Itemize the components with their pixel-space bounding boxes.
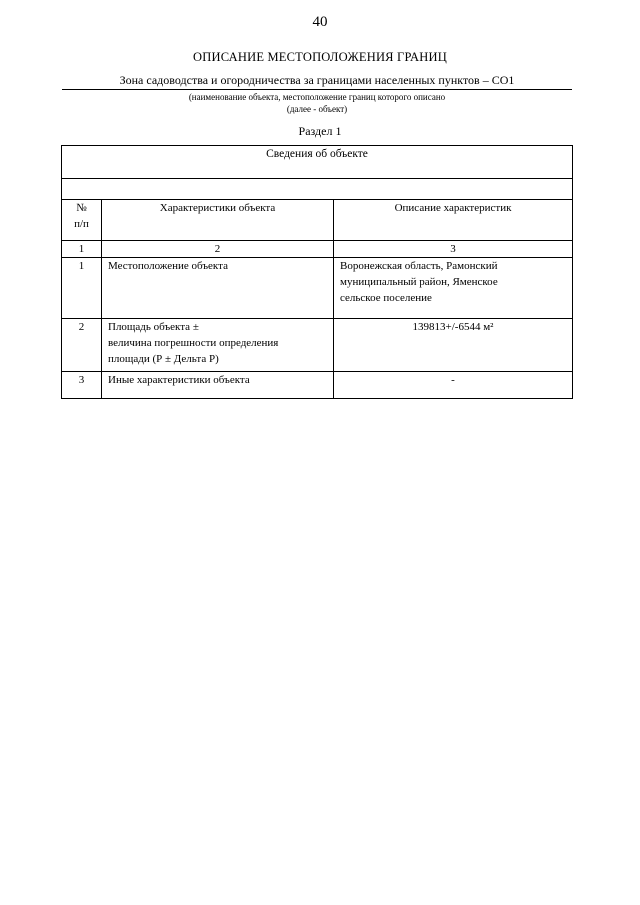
cell-line: Воронежская область, Рамонский (340, 260, 498, 272)
column-header-number-abbr: п/п (74, 218, 89, 230)
column-number: 3 (334, 241, 573, 258)
object-info-table (61, 145, 573, 399)
document-title: ОПИСАНИЕ МЕСТОПОЛОЖЕНИЯ ГРАНИЦ (193, 50, 447, 64)
row-characteristic (102, 319, 334, 372)
row-number: 2 (62, 319, 102, 372)
column-number: 2 (102, 241, 334, 258)
object-name: Зона садоводства и огородничества за границами населенных пунктов – СО1 (119, 73, 515, 87)
object-name-underline (62, 89, 572, 90)
object-name-caption-continued: (далее - объект) (286, 104, 348, 114)
cell-line: величина погрешности определения (108, 337, 279, 349)
table-header: Сведения об объекте (62, 146, 573, 179)
column-header-description: Описание характеристик (334, 200, 573, 241)
cell-line: сельское поселение (340, 292, 432, 304)
table-row (62, 372, 573, 399)
column-number: 1 (62, 241, 102, 258)
column-header-characteristic: Характеристики объекта (102, 200, 334, 241)
row-description (334, 258, 573, 319)
row-description (334, 319, 573, 372)
cell-line: Местоположение объекта (108, 260, 228, 272)
section-title: Раздел 1 (298, 124, 342, 138)
table-blank-row (62, 179, 573, 200)
area-value: 139813+/-6544 м² (412, 321, 494, 333)
row-characteristic (102, 258, 334, 319)
table-row (62, 258, 573, 319)
column-header-number-sign: № (76, 202, 87, 214)
object-name-caption: (наименование объекта, местоположение границ которого описано (188, 92, 446, 102)
row-number: 1 (62, 258, 102, 319)
cell-line: площади (Р ± Дельта Р) (108, 353, 219, 365)
row-description (334, 372, 573, 399)
cell-line: муниципальный район, Яменское (340, 276, 498, 288)
cell-line: Иные характеристики объекта (108, 374, 250, 386)
table-row (62, 319, 573, 372)
row-characteristic (102, 372, 334, 399)
column-header-number (62, 200, 102, 241)
cell-line: - (451, 374, 455, 386)
page-number: 40 (312, 14, 328, 30)
row-number: 3 (62, 372, 102, 399)
cell-line: Площадь объекта ± (108, 321, 199, 333)
